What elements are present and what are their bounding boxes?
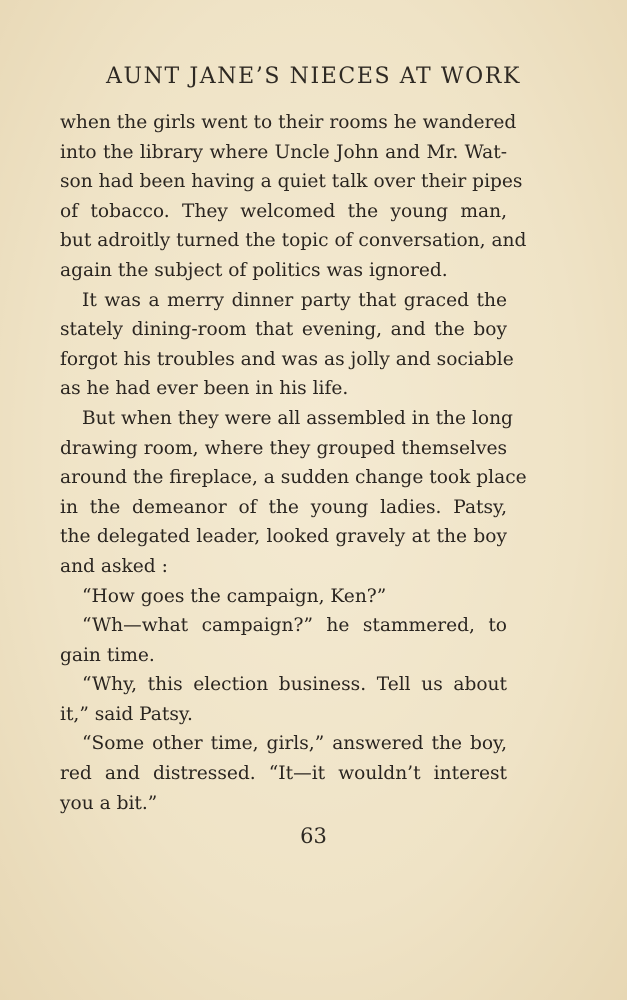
text-line: into the library where Uncle John and Mr. Wat- (60, 141, 507, 163)
text-line: “Wh—what campaign?” he stammered, to (82, 615, 507, 637)
text-line: stately dining-room that evening, and the boy (60, 319, 507, 341)
text-line: the delegated leader, looked gravely at the boy (60, 526, 507, 548)
text-line: of tobacco. They welcomed the young man, (60, 200, 507, 222)
text-line: It was a merry dinner party that graced the (82, 289, 507, 311)
text-line: gain time. (60, 644, 155, 666)
running-header: AUNT JANE’S NIECES AT WORK (106, 64, 521, 89)
text-line: “Some other time, girls,” answered the boy, (82, 733, 507, 755)
text-line: “How goes the campaign, Ken?” (82, 585, 387, 607)
page-number: 63 (300, 824, 327, 848)
text-line: forgot his troubles and was as jolly and sociable (60, 348, 514, 370)
text-line: But when they were all assembled in the long (82, 407, 513, 429)
text-line: son had been having a quiet talk over their pipes (60, 171, 523, 193)
body-text (60, 108, 527, 818)
text-line: as he had ever been in his life. (60, 378, 349, 400)
text-line: red and distressed. “It—it wouldn’t interest (60, 763, 507, 785)
text-line: but adroitly turned the topic of conversation, and (60, 230, 527, 252)
text-line: it,” said Patsy. (60, 703, 193, 725)
text-line: “Why, this election business. Tell us about (82, 674, 507, 696)
text-line: in the demeanor of the young ladies. Patsy, (60, 496, 507, 518)
text-line: and asked : (60, 555, 168, 577)
text-line: around the fireplace, a sudden change took place (60, 467, 527, 489)
text-line: again the subject of politics was ignored. (60, 259, 448, 281)
text-line: drawing room, where they grouped themselves (60, 437, 507, 459)
text-line: when the girls went to their rooms he wandered (60, 112, 517, 133)
text-line: you a bit.” (60, 792, 158, 814)
